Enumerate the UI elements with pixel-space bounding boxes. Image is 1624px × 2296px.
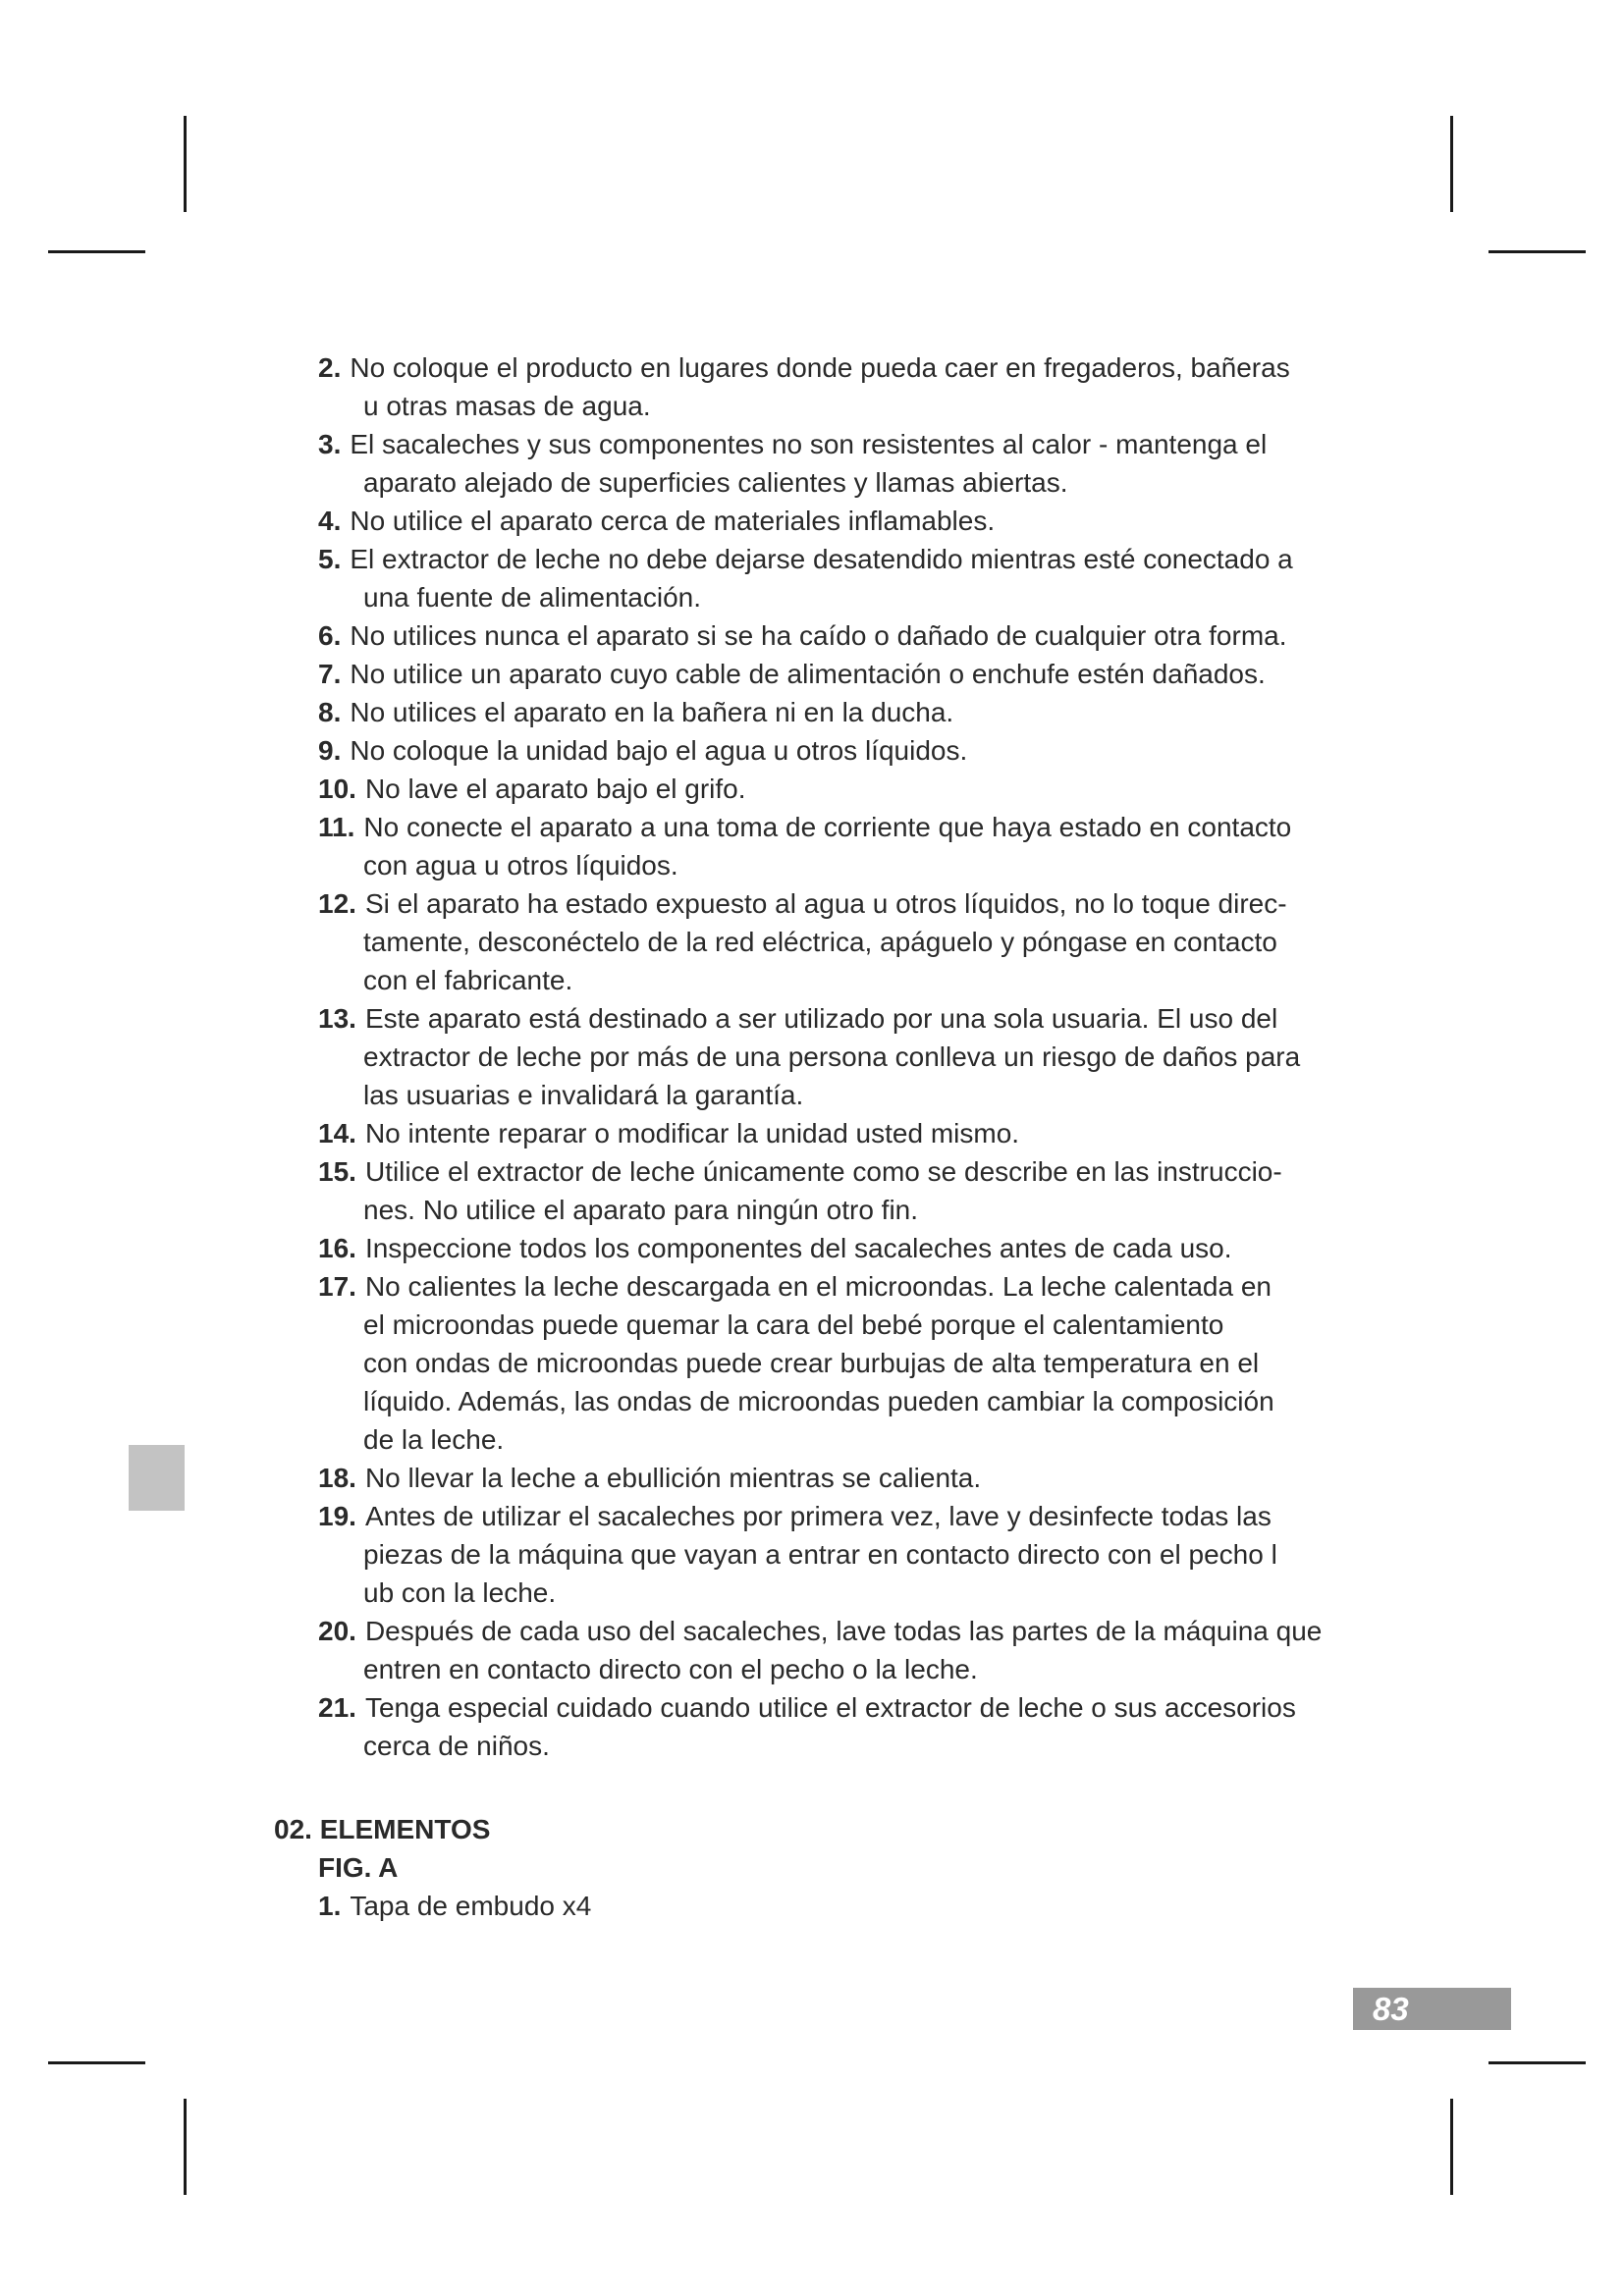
- item-number: 5.: [318, 544, 342, 574]
- item-text: No utilice un aparato cuyo cable de alimentación o enchufe estén dañados.: [350, 659, 1266, 689]
- item-first-line: [318, 348, 1379, 387]
- item-first-line: [318, 1612, 1379, 1650]
- item-first-line: [318, 1497, 1379, 1535]
- item-first-line: [318, 540, 1379, 578]
- item-continuation-line: con el fabricante.: [363, 965, 573, 995]
- page-number-box: [1353, 1988, 1511, 2030]
- section-title: 02. ELEMENTOS: [274, 1814, 491, 1844]
- item-number: 15.: [318, 1156, 356, 1187]
- item-text: Inspeccione todos los componentes del sacaleches antes de cada uso.: [364, 1233, 1232, 1263]
- item-first-line: [318, 1267, 1379, 1306]
- item-first-line: [318, 616, 1379, 655]
- item-text: Tapa de embudo x4: [350, 1891, 592, 1921]
- item-first-line: [318, 731, 1379, 770]
- item-continuation-line: aparato alejado de superficies calientes y llamas abiertas.: [363, 467, 1068, 498]
- item-first-line: [318, 1887, 1379, 1925]
- item-text: No utilice el aparato cerca de materiales inflamables.: [350, 506, 996, 536]
- list-item-20: [318, 1612, 1379, 1688]
- list-item-12: [318, 884, 1379, 999]
- item-number: 12.: [318, 888, 356, 919]
- item-continuation-line: las usuarias e invalidará la garantía.: [363, 1080, 804, 1110]
- item-number: 21.: [318, 1692, 356, 1723]
- crop-mark-top-right-vertical: [1450, 116, 1453, 212]
- list-item-10: [318, 770, 1379, 808]
- item-first-line: [318, 1459, 1379, 1497]
- item-text: Tenga especial cuidado cuando utilice el extractor de leche o sus accesorios: [364, 1692, 1296, 1723]
- item-first-line: [318, 655, 1379, 693]
- item-continuation-line: tamente, desconéctelo de la red eléctrica, apáguelo y póngase en contacto: [363, 927, 1277, 957]
- item-first-line: [318, 1114, 1379, 1152]
- item-continuation-line: con agua u otros líquidos.: [363, 850, 678, 881]
- item-continuation-line: extractor de leche por más de una persona conlleva un riesgo de daños para: [363, 1041, 1301, 1072]
- item-first-line: [318, 425, 1379, 463]
- item-text: No utilices nunca el aparato si se ha caído o dañado de cualquier otra forma.: [350, 620, 1287, 651]
- side-tab-marker: [129, 1445, 185, 1511]
- crop-mark-bottom-right-horizontal: [1489, 2061, 1586, 2064]
- item-first-line: [318, 502, 1379, 540]
- item-text: No intente reparar o modificar la unidad usted mismo.: [364, 1118, 1020, 1148]
- item-number: 2.: [318, 352, 342, 383]
- item-continuation-line: entren en contacto directo con el pecho o la leche.: [363, 1654, 978, 1684]
- list-item-17: [318, 1267, 1379, 1459]
- list-item-21: [318, 1688, 1379, 1765]
- figure-label: FIG. A: [318, 1852, 399, 1883]
- item-continuation-line: ub con la leche.: [363, 1577, 557, 1608]
- list-item-7: [318, 655, 1379, 693]
- list-item-6: [318, 616, 1379, 655]
- list-item-18: [318, 1459, 1379, 1497]
- item-number: 7.: [318, 659, 342, 689]
- item-continuation-line: nes. No utilice el aparato para ningún otro fin.: [363, 1195, 919, 1225]
- item-text: El extractor de leche no debe dejarse desatendido mientras esté conectado a: [350, 544, 1293, 574]
- item-number: 10.: [318, 774, 356, 804]
- list-item-19: [318, 1497, 1379, 1612]
- item-continuation-line: una fuente de alimentación.: [363, 582, 702, 613]
- list-item-16: [318, 1229, 1379, 1267]
- list-item-3: [318, 425, 1379, 502]
- list-item-14: [318, 1114, 1379, 1152]
- crop-mark-bottom-right-vertical: [1450, 2099, 1453, 2195]
- crop-mark-top-right-horizontal: [1489, 250, 1586, 253]
- item-number: 14.: [318, 1118, 356, 1148]
- item-number: 19.: [318, 1501, 356, 1531]
- item-text: Utilice el extractor de leche únicamente como se describe en las instruccio-: [364, 1156, 1282, 1187]
- item-first-line: [318, 1152, 1379, 1191]
- item-text: No coloque la unidad bajo el agua u otros líquidos.: [350, 735, 968, 766]
- item-first-line: [318, 808, 1379, 846]
- item-first-line: [318, 770, 1379, 808]
- item-first-line: [318, 1229, 1379, 1267]
- list-item-13: [318, 999, 1379, 1114]
- item-text: No calientes la leche descargada en el microondas. La leche calentada en: [364, 1271, 1272, 1302]
- item-continuation-line: u otras masas de agua.: [363, 391, 651, 421]
- item-text: No conecte el aparato a una toma de corriente que haya estado en contacto: [363, 812, 1292, 842]
- item-text: Antes de utilizar el sacaleches por primera vez, lave y desinfecte todas las: [364, 1501, 1272, 1531]
- list-item-5: [318, 540, 1379, 616]
- item-text: Si el aparato ha estado expuesto al agua u otros líquidos, no lo toque direc-: [364, 888, 1287, 919]
- item-number: 9.: [318, 735, 342, 766]
- item-number: 17.: [318, 1271, 356, 1302]
- element-item-1: [318, 1887, 1379, 1925]
- list-item-15: [318, 1152, 1379, 1229]
- crop-mark-bottom-left-horizontal: [48, 2061, 145, 2064]
- item-text: No lave el aparato bajo el grifo.: [364, 774, 746, 804]
- item-number: 3.: [318, 429, 342, 459]
- item-first-line: [318, 1688, 1379, 1727]
- item-number: 6.: [318, 620, 342, 651]
- item-text: No coloque el producto en lugares donde pueda caer en fregaderos, bañeras: [350, 352, 1290, 383]
- item-continuation-line: de la leche.: [363, 1424, 505, 1455]
- item-text: No llevar la leche a ebullición mientras se calienta.: [364, 1463, 982, 1493]
- item-number: 4.: [318, 506, 342, 536]
- crop-mark-top-left-horizontal: [48, 250, 145, 253]
- crop-mark-top-left-vertical: [184, 116, 187, 212]
- list-item-9: [318, 731, 1379, 770]
- item-continuation-line: el microondas puede quemar la cara del bebé porque el calentamiento: [363, 1309, 1224, 1340]
- item-continuation-line: líquido. Además, las ondas de microondas pueden cambiar la composición: [363, 1386, 1274, 1416]
- item-continuation-line: piezas de la máquina que vayan a entrar en contacto directo con el pecho l: [363, 1539, 1277, 1570]
- list-item-2: [318, 348, 1379, 425]
- item-continuation-line: cerca de niños.: [363, 1731, 550, 1761]
- item-number: 13.: [318, 1003, 356, 1034]
- list-item-11: [318, 808, 1379, 884]
- item-number: 8.: [318, 697, 342, 727]
- page-number: 83: [1373, 1991, 1409, 2027]
- item-first-line: [318, 884, 1379, 923]
- item-number: 20.: [318, 1616, 356, 1646]
- list-item-8: [318, 693, 1379, 731]
- item-text: El sacaleches y sus componentes no son resistentes al calor - mantenga el: [350, 429, 1268, 459]
- item-text: No utilices el aparato en la bañera ni en la ducha.: [350, 697, 954, 727]
- item-number: 11.: [318, 812, 355, 842]
- crop-mark-bottom-left-vertical: [184, 2099, 187, 2195]
- item-continuation-line: con ondas de microondas puede crear burbujas de alta temperatura en el: [363, 1348, 1260, 1378]
- list-item-4: [318, 502, 1379, 540]
- item-number: 1.: [318, 1891, 342, 1921]
- item-text: Después de cada uso del sacaleches, lave todas las partes de la máquina que: [364, 1616, 1323, 1646]
- item-first-line: [318, 999, 1379, 1038]
- item-text: Este aparato está destinado a ser utilizado por una sola usuaria. El uso del: [364, 1003, 1278, 1034]
- item-number: 18.: [318, 1463, 356, 1493]
- item-first-line: [318, 693, 1379, 731]
- item-number: 16.: [318, 1233, 356, 1263]
